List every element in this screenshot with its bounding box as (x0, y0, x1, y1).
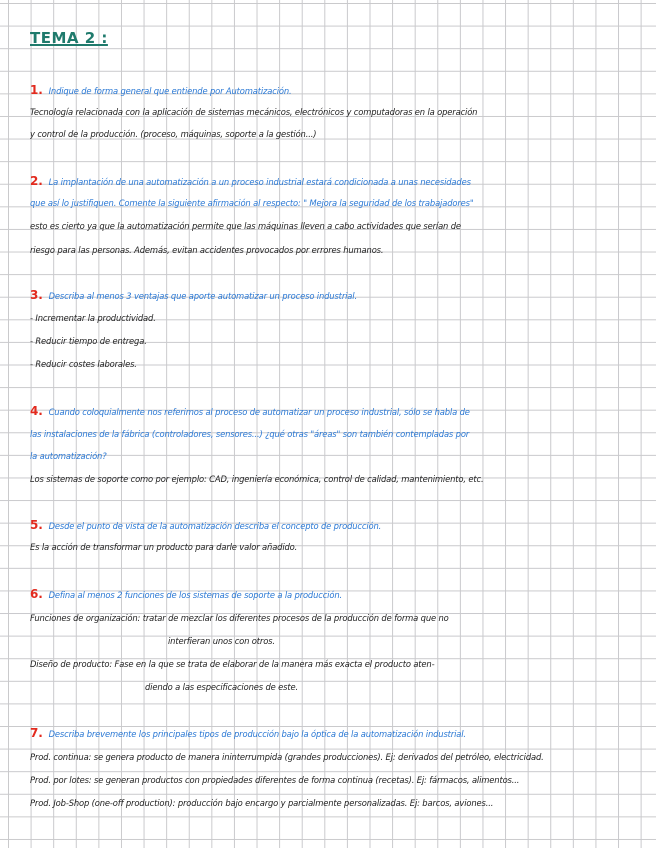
answer-2-line-1: esto es cierto ya que la automatización permite que las máquinas lleven a cabo actividades que serían de (30, 221, 461, 231)
question-number-3: 3. (30, 288, 43, 302)
answer-7-line-3: Prod. Job-Shop (one-off production): producción bajo encargo y parcialmente personalizadas. Ej: barcos, aviones... (30, 798, 494, 808)
question-4-line-3: la automatización? (30, 451, 107, 461)
question-number-2: 2. (30, 174, 43, 188)
question-4-line-1: 4. Cuando coloquialmente nos referimos al proceso de automatizar un proceso industrial, sólo se habla de (30, 404, 470, 418)
question-3-line-1: 3. Describa al menos 3 ventajas que aporte automatizar un proceso industrial. (30, 288, 357, 302)
answer-3-line-1: - Incrementar la productividad. (30, 313, 156, 323)
question-6-line-1: 6. Defina al menos 2 funciones de los sistemas de soporte a la producción. (30, 587, 342, 601)
question-2-line-2: que así lo justifiquen. Comente la siguiente afirmación al respecto: " Mejora la seguridad de los trabajadores" (30, 198, 474, 208)
answer-6-line-3: Diseño de producto: Fase en la que se trata de elaborar de la manera más exacta el producto aten- (30, 659, 435, 669)
answer-2-line-2: riesgo para las personas. Además, evitan accidentes provocados por errores humanos. (30, 245, 384, 255)
answer-6-line-2: interfieran unos con otros. (168, 636, 275, 646)
question-7-line-1: 7. Describa brevemente los principales tipos de producción bajo la óptica de la automatización industrial. (30, 726, 466, 740)
question-number-6: 6. (30, 587, 43, 601)
answer-4-line-1: Los sistemas de soporte como por ejemplo: CAD, ingeniería económica, control de calidad, mantenimiento, etc. (30, 474, 484, 484)
question-5-line-1: 5. Desde el punto de vista de la automatización describa el concepto de producción. (30, 518, 382, 532)
page-title: TEMA 2 : (30, 29, 108, 47)
answer-6-line-1: Funciones de organización: tratar de mezclar los diferentes procesos de la producción de forma que no (30, 613, 449, 623)
question-1-line-1: 1. Indique de forma general que entiende por Automatización. (30, 83, 292, 97)
question-number-5: 5. (30, 518, 43, 532)
answer-3-line-2: - Reducir tiempo de entrega. (30, 336, 147, 346)
question-number-4: 4. (30, 404, 43, 418)
question-number-7: 7. (30, 726, 43, 740)
answer-6-line-4: diendo a las especificaciones de este. (145, 682, 298, 692)
question-2-line-1: 2. La implantación de una automatización a un proceso industrial estará condicionada a unas necesidades (30, 174, 471, 188)
answer-7-line-2: Prod. por lotes: se generan productos con propiedades diferentes de forma continua (recetas). Ej: fármacos, alimentos... (30, 775, 520, 785)
answer-5-line-1: Es la acción de transformar un producto para darle valor añadido. (30, 542, 298, 552)
answer-7-line-1: Prod. continua: se genera producto de manera ininterrumpida (grandes producciones). Ej: derivados del petróleo, electricidad. (30, 752, 544, 762)
question-number-1: 1. (30, 83, 43, 97)
answer-1-line-1: Tecnología relacionada con la aplicación de sistemas mecánicos, electrónicos y computadoras en la operación (30, 107, 478, 117)
answer-1-line-2: y control de la producción. (proceso, máquinas, soporte a la gestión...) (30, 129, 317, 139)
answer-3-line-3: - Reducir costes laborales. (30, 359, 137, 369)
question-4-line-2: las instalaciones de la fábrica (controladores, sensores...) ¿qué otras "áreas" son también contempladas por (30, 429, 470, 439)
